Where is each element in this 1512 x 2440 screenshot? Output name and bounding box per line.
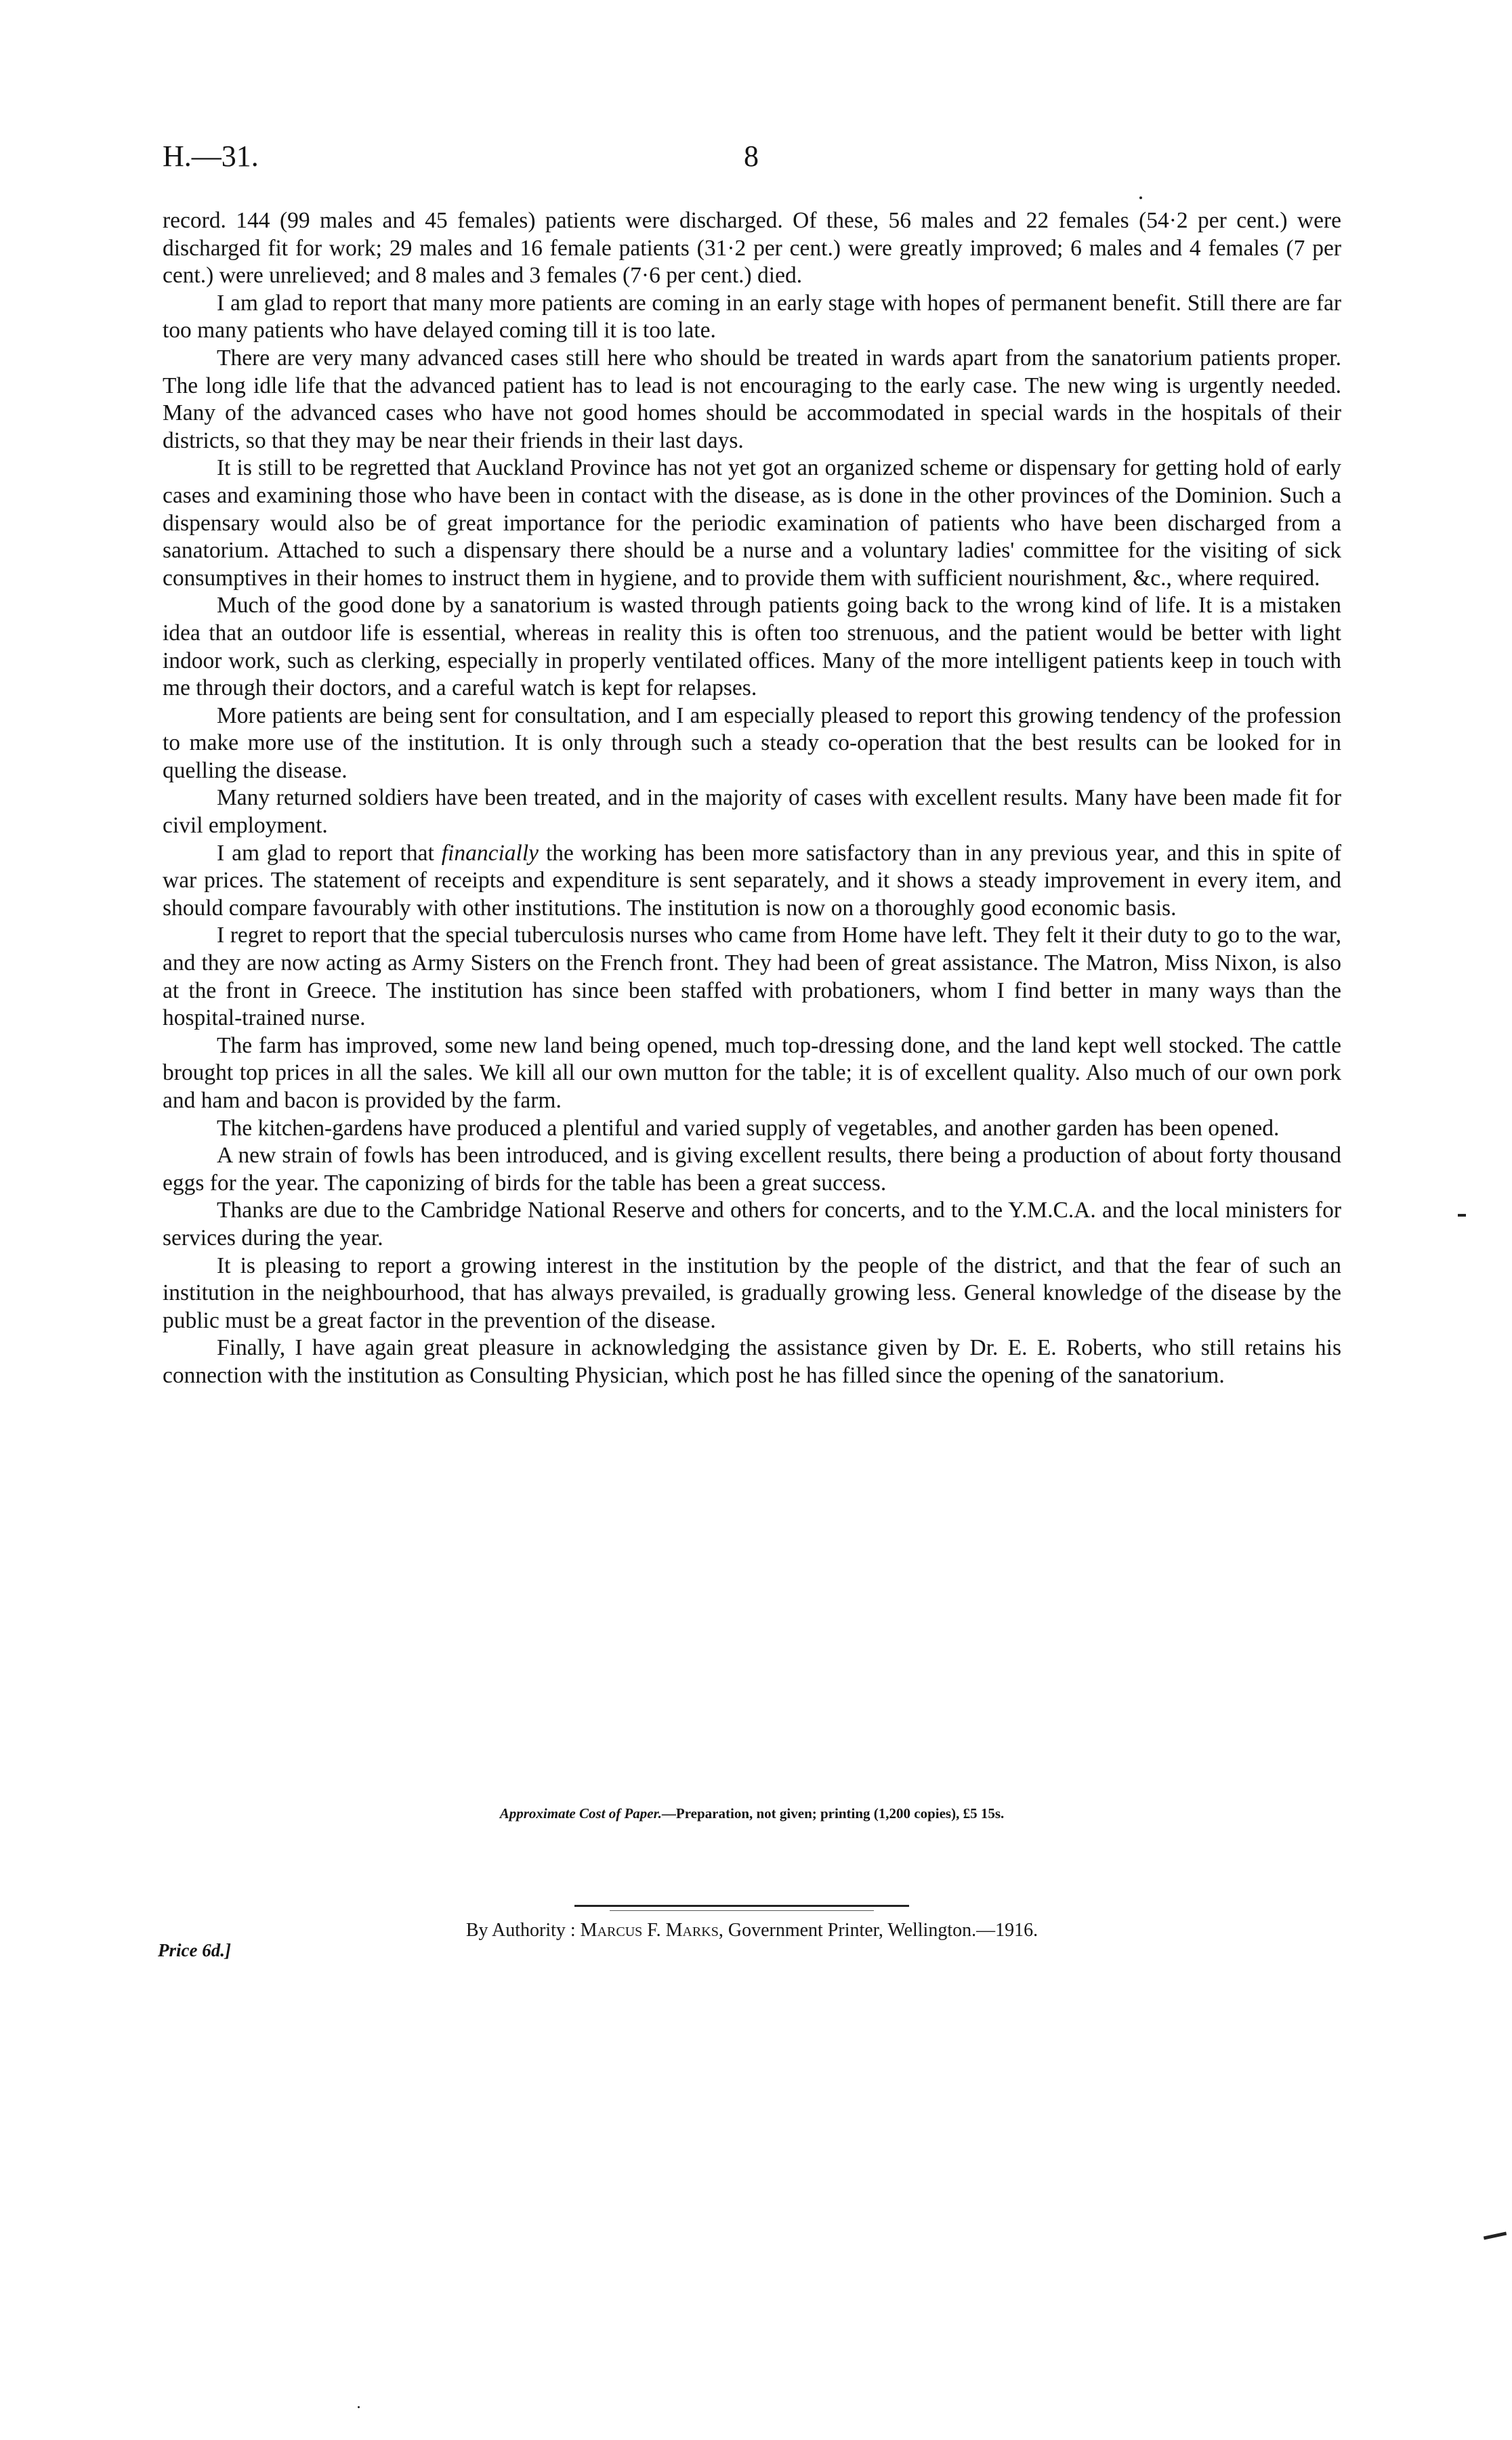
paragraph-2: I am glad to report that many more patients are coming in an early stage with hopes of permanent benefit. Still there are far too many patients who have delayed coming till it is too late. (163, 290, 1341, 343)
cost-label: Approximate Cost of Paper. (499, 1805, 662, 1822)
financial-before: I am glad to report that (217, 840, 442, 866)
paragraph-9: I regret to report that the special tuberculosis nurses who came from Home have left. They felt it their duty to go to the war, and they are now acting as Army Sisters on the French front. They had been of great assistance. The Matron, Miss Nixon, is also at the front in Greece. The institution has since been staffed with probationers, whom I find better in many ways than the hospital-trained nurse. (163, 923, 1341, 1031)
body-text (163, 207, 1341, 1390)
scan-arrow-mark (1484, 2232, 1507, 2240)
paragraph-12: A new strain of fowls has been introduced, and is giving excellent results, there being a production of about forty thousand eggs for the year. The caponizing of birds for the table has been a great success. (163, 1143, 1341, 1196)
page-number: 8 (744, 140, 759, 173)
scan-speck (358, 2406, 360, 2408)
financial-emphasis: financially (441, 840, 539, 866)
price-label: Price 6d.] (158, 1940, 231, 1960)
paragraph-13: Thanks are due to the Cambridge National Reserve and others for concerts, and to the Y.M.C.A. and the local ministers for services during the year. (163, 1198, 1341, 1250)
document-code: H.—31. (163, 140, 259, 173)
footer-rule-thin (610, 1910, 874, 1911)
scan-dash-mark (1458, 1214, 1466, 1217)
paragraph-7: Many returned soldiers have been treated, and in the majority of cases with excellent results. Many have been made fit for civil employment. (163, 785, 1341, 839)
paragraph-4: It is still to be regretted that Auckland Province has not yet got an organized scheme or dispensary for getting hold of early cases and examining those who have been in contact with the disease, as is done in the other provinces of the Dominion. Such a dispensary would also be of great importance for the periodic examination of patients who have been discharged from a sanatorium. Attached to such a dispensary there should be a nurse and a voluntary ladies' committee for the visiting of sick consumptives in their homes to instruct them in hygiene, and to provide them with sufficient nourishment, &c., where required. (163, 455, 1341, 591)
paragraph-5: Much of the good done by a sanatorium is wasted through patients going back to the wrong kind of life. It is a mistaken idea that an outdoor life is essential, whereas in reality this is often too strenuous, and the patient would be better with light indoor work, such as clerking, especially in properly ventilated offices. Many of the more intelligent patients keep in touch with me through their doctors, and a careful watch is kept for relapses. (163, 593, 1341, 701)
authority-prefix: By Authority : (465, 1920, 581, 1941)
paragraph-15: Finally, I have again great pleasure in acknowledging the assistance given by Dr. E. E. Roberts, who still retains his connection with the institution as Consulting Physician, which post he has filled since the opening of the sanatorium. (163, 1335, 1341, 1388)
cost-text: —Preparation, not given; printing (1,200 copies), £5 15s. (661, 1805, 1005, 1822)
page-header (163, 139, 1341, 180)
printer-name: Marcus F. Marks (580, 1920, 719, 1941)
paragraph-11: The kitchen-gardens have produced a plentiful and varied supply of vegetables, and another garden has been opened. (217, 1115, 1280, 1141)
scan-speck (1139, 196, 1142, 199)
financial-after: the working has been more satisfactory than in any previous year, and this in spite of war prices. The statement of receipts and expenditure is sent separately, and it shows a steady improvement in every item, and should compare favourably with other institutions. The institution is now on a thoroughly good economic basis. (163, 840, 1341, 921)
authority-suffix: , Government Printer, Wellington.—1916. (718, 1920, 1038, 1941)
paragraph-1: record. 144 (99 males and 45 females) patients were discharged. Of these, 56 males and 22 females (54·2 per cent.) were discharged fit for work; 29 males and 16 female patients (31·2 per cent.) were greatly improved; 6 males and 4 females (7 per cent.) were unrelieved; and 8 males and 3 females (7·6 per cent.) died. (163, 208, 1341, 289)
paragraph-6: More patients are being sent for consultation, and I am especially pleased to report this growing tendency of the profession to make more use of the institution. It is only through such a steady co-operation that the best results can be looked for in quelling the disease. (163, 702, 1341, 783)
printer-authority (163, 1920, 1341, 1941)
footer-rule (574, 1905, 909, 1907)
paragraph-3: There are very many advanced cases still here who should be treated in wards apart from the sanatorium patients proper. The long idle life that the advanced patient has to lead is not encouraging to the early case. The new wing is urgently needed. Many of the advanced cases who have not good homes should be accommodated in special wards in the hospitals of their districts, so that they may be near their friends in their last days. (163, 345, 1341, 453)
paragraph-financial (163, 840, 1341, 923)
cost-note (163, 1805, 1341, 1822)
paragraph-10: The farm has improved, some new land being opened, much top-dressing done, and the land kept well stocked. The cattle brought top prices in all the sales. We kill all our own mutton for the table; it is of excellent quality. Also much of our own pork and ham and bacon is provided by the farm. (163, 1032, 1341, 1113)
paragraph-14: It is pleasing to report a growing interest in the institution by the people of the district, and that the fear of such an institution in the neighbourhood, that has always prevailed, is gradually growing less. General knowledge of the disease by the public must be a great factor in the prevention of the disease. (163, 1253, 1341, 1333)
